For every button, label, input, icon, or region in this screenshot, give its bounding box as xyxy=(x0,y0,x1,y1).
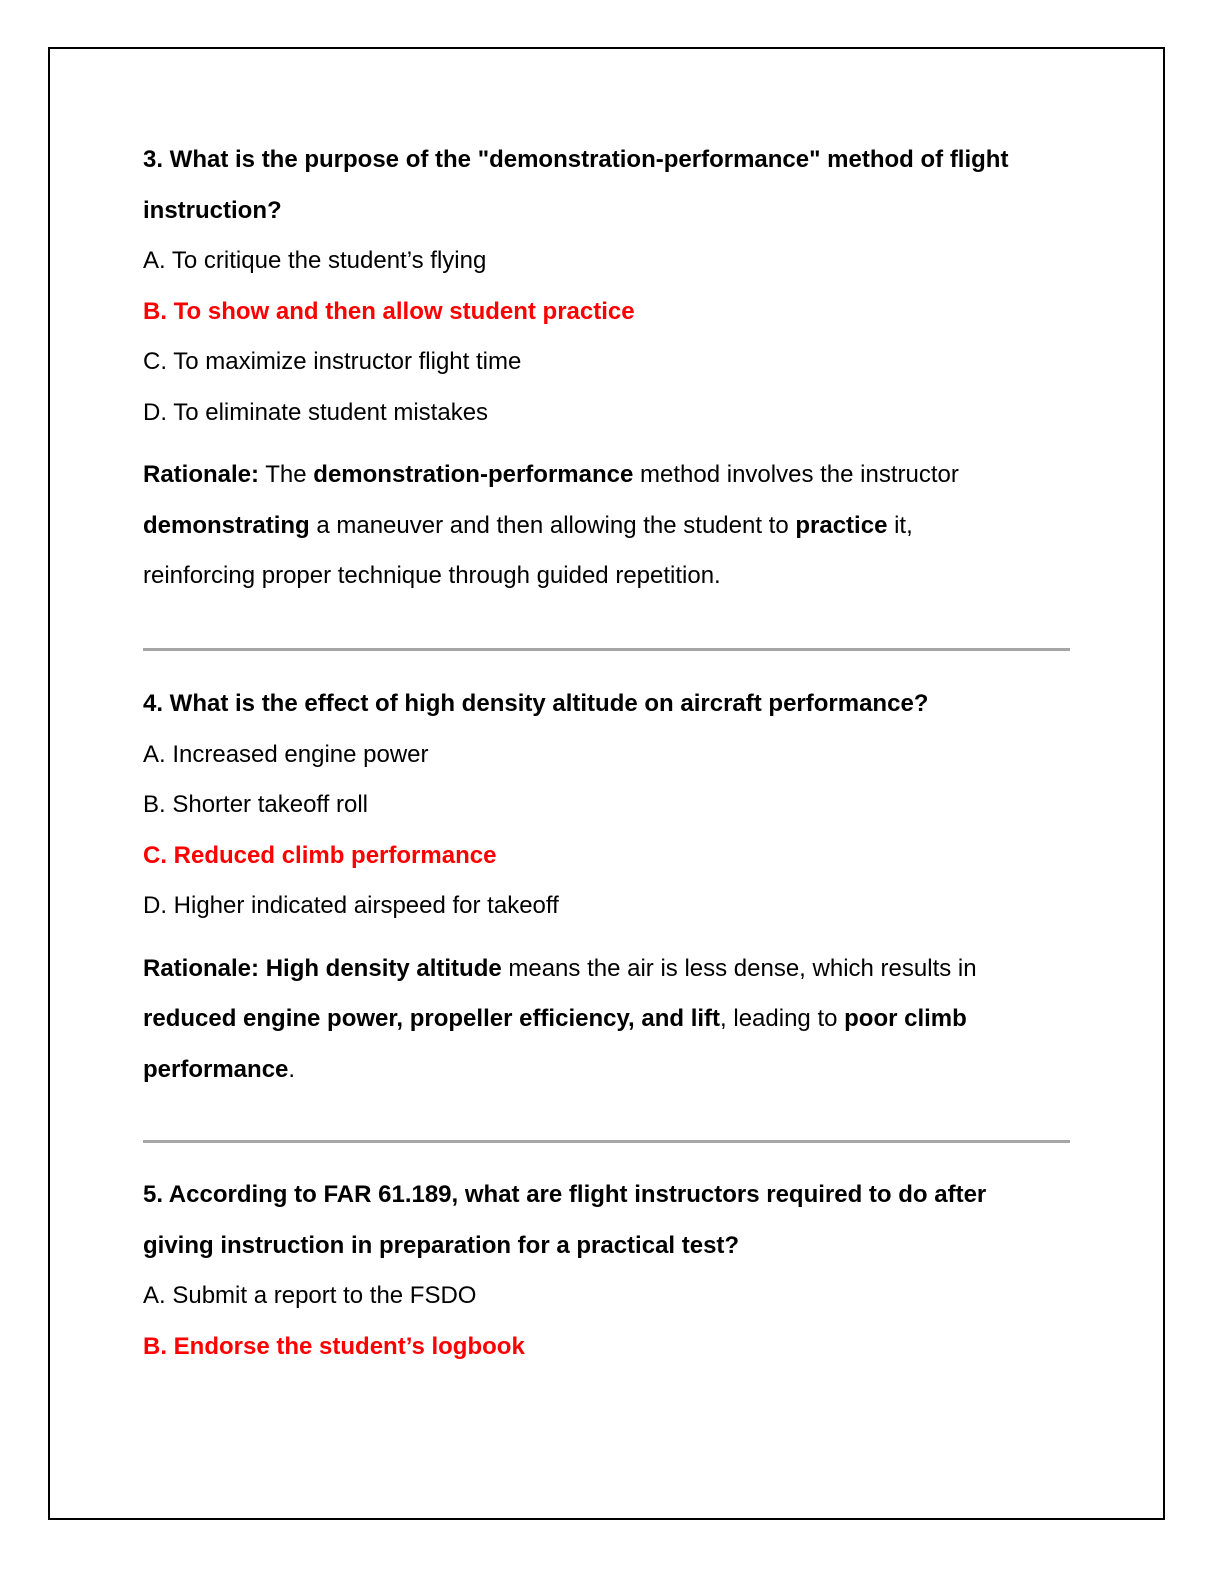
answer-option-a: A. Increased engine power xyxy=(143,740,429,768)
answer-option-b-correct: B. Endorse the student’s logbook xyxy=(143,1332,525,1360)
rationale-part xyxy=(259,955,266,982)
rationale-part: it, reinforcing proper technique through guided repetition. xyxy=(143,511,913,589)
answer-option-d: D. To eliminate student mistakes xyxy=(143,398,489,426)
answer-option-b: B. Shorter takeoff roll xyxy=(143,791,368,818)
answer-option-a: A. Submit a report to the FSDO xyxy=(143,1282,477,1309)
answer-option-a: A. To critique the student’s flying xyxy=(143,247,487,274)
answer-option-c-correct: C. Reduced climb performance xyxy=(143,841,497,869)
section-divider xyxy=(143,648,1070,651)
rationale-part: . xyxy=(288,1055,296,1083)
rationale-part: reduced engine power, propeller efficiency, and lift xyxy=(143,1005,721,1032)
question-block-4 xyxy=(143,679,1018,1095)
rationale-part: , leading to xyxy=(720,1005,845,1032)
rationale-label: Rationale: xyxy=(143,954,260,982)
question-text: 3. What is the purpose of the "demonstration-performance" method of flight instruction? xyxy=(143,146,1009,224)
rationale-label: Rationale: xyxy=(143,461,260,488)
rationale-text xyxy=(143,944,1018,1096)
rationale-part: a maneuver and then allowing the student to xyxy=(309,511,796,539)
rationale-text xyxy=(143,450,1023,602)
answer-option-c: C. To maximize instructor flight time xyxy=(143,348,522,375)
question-text: 5. According to FAR 61.189, what are flight instructors required to do after giving instruction in preparation for a practical test? xyxy=(143,1181,987,1259)
rationale-part: The xyxy=(259,461,314,488)
rationale-part: method involves the instructor xyxy=(633,461,959,488)
section-divider xyxy=(143,1140,1070,1143)
rationale-part: poor climb performance xyxy=(143,1005,967,1083)
answer-option-b-correct: B. To show and then allow student practice xyxy=(143,297,635,325)
question-block-3 xyxy=(143,135,1043,602)
rationale-part: practice xyxy=(795,511,888,539)
rationale-part: demonstrating xyxy=(143,511,310,539)
question-text: 4. What is the effect of high density altitude on aircraft performance? xyxy=(143,690,929,717)
rationale-part: means the air is less dense, which results in xyxy=(501,954,977,982)
rationale-part: High density altitude xyxy=(265,954,502,982)
question-block-5 xyxy=(143,1170,1013,1372)
answer-option-d: D. Higher indicated airspeed for takeoff xyxy=(143,892,559,919)
rationale-part: demonstration-performance xyxy=(313,461,634,488)
